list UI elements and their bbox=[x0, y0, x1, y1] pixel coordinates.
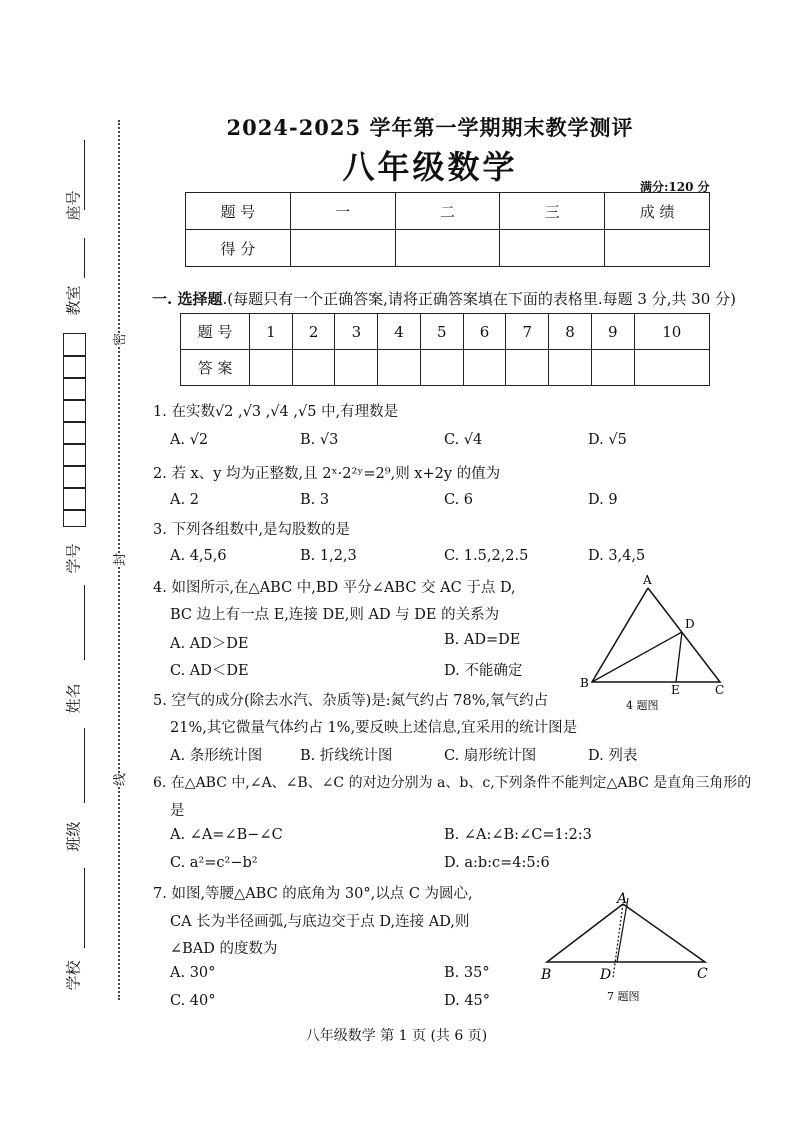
label-a: A bbox=[617, 891, 628, 907]
q4-option-b: B. AD=DE bbox=[444, 632, 521, 648]
q4-option-c: C. AD＜DE bbox=[170, 663, 249, 679]
school-label: 学校 bbox=[64, 960, 83, 991]
q7-option-a: A. 30° bbox=[170, 965, 216, 981]
exam-title: 2024-2025 学年第一学期期末教学测评 bbox=[226, 115, 634, 140]
seat-label: 座号 bbox=[64, 190, 83, 221]
answer-blank[interactable] bbox=[549, 350, 592, 386]
q5-option-d: D. 列表 bbox=[588, 748, 638, 764]
score-header-cell: 成 绩 bbox=[605, 193, 710, 230]
question-2-stem: 2. 若 x、y 均为正整数,且 2ˣ·2²ʸ=2⁹,则 x+2y 的值为 bbox=[153, 466, 501, 482]
page-footer: 八年级数学 第 1 页 (共 6 页) bbox=[305, 1028, 488, 1044]
label-b: B bbox=[580, 676, 589, 690]
question-1-stem: 1. 在实数√2 ,√3 ,√4 ,√5 中,有理数是 bbox=[153, 404, 399, 420]
q3-option-d: D. 3,4,5 bbox=[588, 548, 646, 564]
q2-option-d: D. 9 bbox=[588, 492, 618, 508]
answer-blank[interactable] bbox=[591, 350, 634, 386]
name-line bbox=[84, 585, 86, 660]
full-score: 满分:120 分 bbox=[640, 180, 710, 194]
answer-row-label: 答 案 bbox=[181, 350, 250, 386]
answer-blank[interactable] bbox=[335, 350, 378, 386]
question-7-stem-line2: CA 长为半径画弧,与底边交于点 D,连接 AD,则 bbox=[170, 914, 470, 930]
label-d: D bbox=[685, 617, 695, 631]
question-number-cell: 8 bbox=[549, 314, 592, 350]
question-4-stem-line1: 4. 如图所示,在△ABC 中,BD 平分∠ABC 交 AC 于点 D, bbox=[153, 580, 516, 596]
school-line bbox=[84, 868, 86, 948]
question-number-cell: 2 bbox=[292, 314, 335, 350]
section-one-heading bbox=[152, 288, 736, 309]
segment-de bbox=[676, 632, 682, 682]
question-number-cell: 10 bbox=[634, 314, 709, 350]
q7-option-c: C. 40° bbox=[170, 993, 216, 1009]
q3-option-c: C. 1.5,2,2.5 bbox=[444, 548, 529, 564]
question-6-stem-line1: 6. 在△ABC 中,∠A、∠B、∠C 的对边分别为 a、b、c,下列条件不能判定△ABC 是直角三角形的 bbox=[153, 775, 752, 791]
q7-option-d: D. 45° bbox=[444, 993, 491, 1009]
answer-row-label: 题 号 bbox=[181, 314, 250, 350]
question-4-stem-line2: BC 边上有一点 E,连接 DE,则 AD 与 DE 的关系为 bbox=[170, 607, 500, 623]
q1-option-c: C. √4 bbox=[444, 432, 483, 448]
class-label: 班级 bbox=[64, 821, 83, 852]
label-d: D bbox=[600, 967, 612, 983]
question-7-stem-line3: ∠BAD 的度数为 bbox=[170, 941, 278, 957]
class-line bbox=[84, 728, 86, 803]
question-number-cell: 5 bbox=[420, 314, 463, 350]
answer-blank[interactable] bbox=[420, 350, 463, 386]
label-c: C bbox=[715, 683, 725, 697]
question-number-cell: 7 bbox=[506, 314, 549, 350]
figure-q4-triangle bbox=[570, 570, 740, 715]
q1-option-b: B. √3 bbox=[300, 432, 339, 448]
answer-blank[interactable] bbox=[292, 350, 335, 386]
score-header-cell: 一 bbox=[290, 193, 395, 230]
q1-option-d: D. √5 bbox=[588, 432, 627, 448]
answer-blank[interactable] bbox=[463, 350, 506, 386]
student-no-label: 学号 bbox=[64, 543, 83, 574]
score-row-label: 得 分 bbox=[186, 230, 291, 267]
seal-mi: 密 bbox=[109, 333, 128, 346]
score-blank[interactable] bbox=[605, 230, 710, 267]
q4-option-d: D. 不能确定 bbox=[444, 663, 523, 679]
subject-title: 八年级数学 bbox=[342, 148, 518, 186]
question-number-cell: 1 bbox=[250, 314, 293, 350]
score-blank[interactable] bbox=[290, 230, 395, 267]
answer-blank[interactable] bbox=[250, 350, 293, 386]
score-header-cell: 二 bbox=[395, 193, 500, 230]
seal-xian: 线 bbox=[109, 773, 128, 786]
question-3-stem: 3. 下列各组数中,是勾股数的是 bbox=[153, 522, 351, 538]
question-7-stem-line1: 7. 如图,等腰△ABC 的底角为 30°,以点 C 为圆心, bbox=[153, 886, 473, 902]
label-e: E bbox=[671, 683, 680, 697]
section-one-note: .(每题只有一个正确答案,请将正确答案填在下面的表格里.每题 3 分,共 30 分) bbox=[222, 290, 736, 308]
room-label: 教室 bbox=[64, 285, 83, 316]
score-blank[interactable] bbox=[500, 230, 605, 267]
q6-option-c: C. a²=c²−b² bbox=[170, 855, 258, 871]
q6-option-b: B. ∠A:∠B:∠C=1:2:3 bbox=[444, 827, 592, 843]
q6-option-d: D. a:b:c=4:5:6 bbox=[444, 855, 550, 871]
q6-option-a: A. ∠A=∠B−∠C bbox=[170, 827, 283, 843]
label-c: C bbox=[697, 966, 708, 982]
name-label: 姓名 bbox=[64, 683, 83, 714]
seat-line bbox=[84, 140, 86, 210]
q2-option-b: B. 3 bbox=[300, 492, 330, 508]
question-number-cell: 4 bbox=[378, 314, 421, 350]
q2-option-c: C. 6 bbox=[444, 492, 474, 508]
score-header-cell: 题 号 bbox=[186, 193, 291, 230]
segment-ad bbox=[613, 904, 623, 978]
score-blank[interactable] bbox=[395, 230, 500, 267]
q4-option-a: A. AD＞DE bbox=[170, 636, 249, 652]
q1-option-a: A. √2 bbox=[170, 432, 209, 448]
answer-blank[interactable] bbox=[634, 350, 709, 386]
answer-table bbox=[180, 313, 710, 386]
question-6-stem-line2: 是 bbox=[170, 803, 185, 819]
score-table bbox=[185, 192, 710, 267]
label-a: A bbox=[643, 573, 652, 587]
figure-caption: 4 题图 bbox=[626, 699, 659, 712]
q5-option-a: A. 条形统计图 bbox=[170, 748, 263, 764]
answer-blank[interactable] bbox=[378, 350, 421, 386]
triangle-abc-outline bbox=[592, 588, 720, 682]
answer-blank[interactable] bbox=[506, 350, 549, 386]
score-header-cell: 三 bbox=[500, 193, 605, 230]
section-one-title: 一. 选择题 bbox=[152, 290, 223, 308]
q5-option-c: C. 扇形统计图 bbox=[444, 748, 537, 764]
question-5-stem-line1: 5. 空气的成分(除去水汽、杂质等)是:氮气约占 78%,氧气约占 bbox=[153, 693, 549, 709]
figure-q7-triangle bbox=[535, 890, 720, 1010]
q3-option-a: A. 4,5,6 bbox=[170, 548, 227, 564]
question-5-stem-line2: 21%,其它微量气体约占 1%,要反映上述信息,宜采用的统计图是 bbox=[170, 720, 578, 736]
seal-feng: 封 bbox=[109, 553, 128, 566]
q5-option-b: B. 折线统计图 bbox=[300, 748, 393, 764]
q7-option-b: B. 35° bbox=[444, 965, 490, 981]
segment-bd bbox=[592, 632, 682, 682]
question-number-cell: 3 bbox=[335, 314, 378, 350]
room-line bbox=[84, 238, 86, 278]
q2-option-a: A. 2 bbox=[170, 492, 199, 508]
label-b: B bbox=[541, 967, 552, 983]
question-number-cell: 6 bbox=[463, 314, 506, 350]
q3-option-b: B. 1,2,3 bbox=[300, 548, 357, 564]
figure-caption: 7 题图 bbox=[607, 990, 640, 1003]
question-number-cell: 9 bbox=[591, 314, 634, 350]
